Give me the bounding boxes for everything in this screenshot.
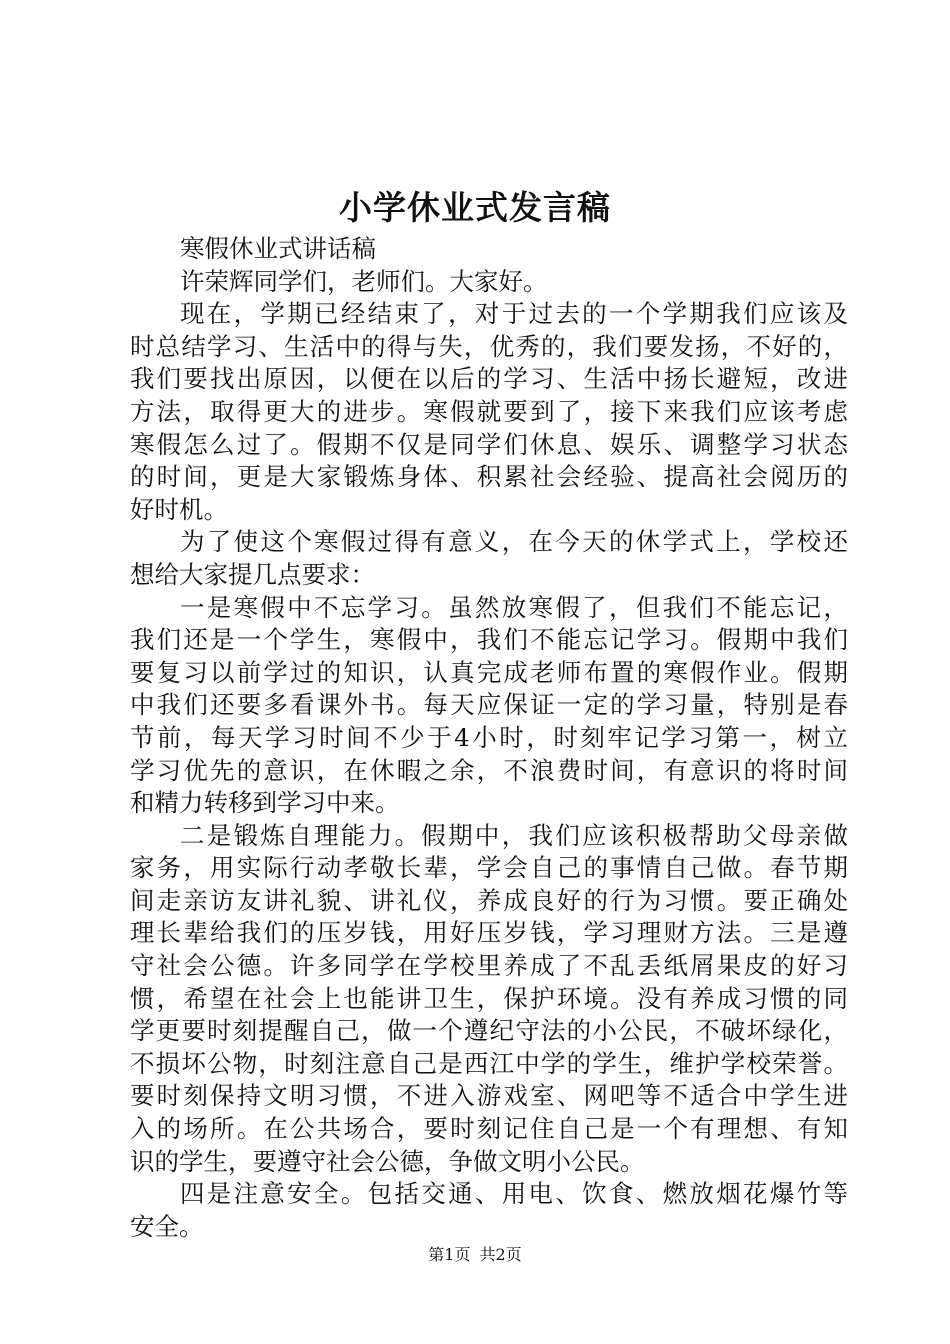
text-line: 中我们还要多看课外书。每天应保证一定的学习量，特别是春 [130, 690, 848, 720]
text-line: 现在，学期已经结束了，对于过去的一个学期我们应该及 [180, 299, 848, 329]
text-line: 寒假休业式讲话稿 [180, 234, 376, 263]
text-line: 惯，希望在社会上也能讲卫生，保护环境。没有养成习惯的同 [130, 983, 848, 1013]
text-line: 想给大家提几点要求： [130, 559, 375, 589]
text-line: 入的场所。在公共场合，要时刻记住自己是一个有理想、有知 [130, 1114, 848, 1144]
text-line: 间走亲访友讲礼貌、讲礼仪，养成良好的行为习惯。要正确处 [130, 885, 848, 915]
text-line: 要复习以前学过的知识，认真完成老师布置的寒假作业。假期 [130, 657, 848, 687]
text-line: 一是寒假中不忘学习。虽然放寒假了，但我们不能忘记， [180, 592, 848, 622]
text-line: 我们要找出原因，以便在以后的学习、生活中扬长避短，改进 [130, 364, 848, 394]
text-line: 为了使这个寒假过得有意义，在今天的休学式上，学校还 [180, 527, 848, 557]
text-line: 许荣辉同学们，老师们。大家好。 [180, 266, 548, 296]
text-line: 家务，用实际行动孝敬长辈，学会自己的事情自己做。春节期 [130, 853, 848, 883]
text-line: 安全。 [130, 1211, 204, 1241]
text-line: 理长辈给我们的压岁钱，用好压岁钱，学习理财方法。三是遵 [130, 918, 848, 948]
text-line: 和精力转移到学习中来。 [130, 788, 400, 818]
text-line: 守社会公德。许多同学在学校里养成了不乱丢纸屑果皮的好习 [130, 951, 848, 981]
text-line: 二是锻炼自理能力。假期中，我们应该积极帮助父母亲做 [180, 820, 848, 850]
text-line: 学更要时刻提醒自己，做一个遵纪守法的小公民，不破坏绿化， [130, 1016, 848, 1046]
page-number: 第1页 [428, 1245, 471, 1264]
text-line: 识的学生，要遵守社会公德，争做文明小公民。 [130, 1146, 645, 1176]
text-line: 好时机。 [130, 494, 228, 524]
text-line: 学习优先的意识，在休暇之余，不浪费时间，有意识的将时间 [130, 755, 848, 785]
text-line: 要时刻保持文明习惯，不进入游戏室、网吧等不适合中学生进 [130, 1081, 848, 1111]
text-line: 时总结学习、生活中的得与失，优秀的，我们要发扬，不好的， [130, 331, 848, 361]
text-line: 不损坏公物，时刻注意自己是西江中学的学生，维护学校荣誉。 [130, 1048, 848, 1078]
page-total: 共2页 [479, 1245, 522, 1264]
document-title: 小学休业式发言稿 [339, 188, 611, 227]
page-footer [0, 1243, 950, 1267]
text-line: 的时间，更是大家锻炼身体、积累社会经验、提高社会阅历的 [130, 462, 848, 492]
document-body [130, 233, 848, 1243]
text-line: 我们还是一个学生，寒假中，我们不能忘记学习。假期中我们 [130, 625, 848, 655]
text-line: 四是注意安全。包括交通、用电、饮食、燃放烟花爆竹等 [180, 1179, 848, 1209]
text-line: 节前，每天学习时间不少于4小时，时刻牢记学习第一，树立 [130, 722, 848, 752]
text-line: 方法，取得更大的进步。寒假就要到了，接下来我们应该考虑 [130, 396, 848, 426]
text-line: 寒假怎么过了。假期不仅是同学们休息、娱乐、调整学习状态 [130, 429, 848, 459]
